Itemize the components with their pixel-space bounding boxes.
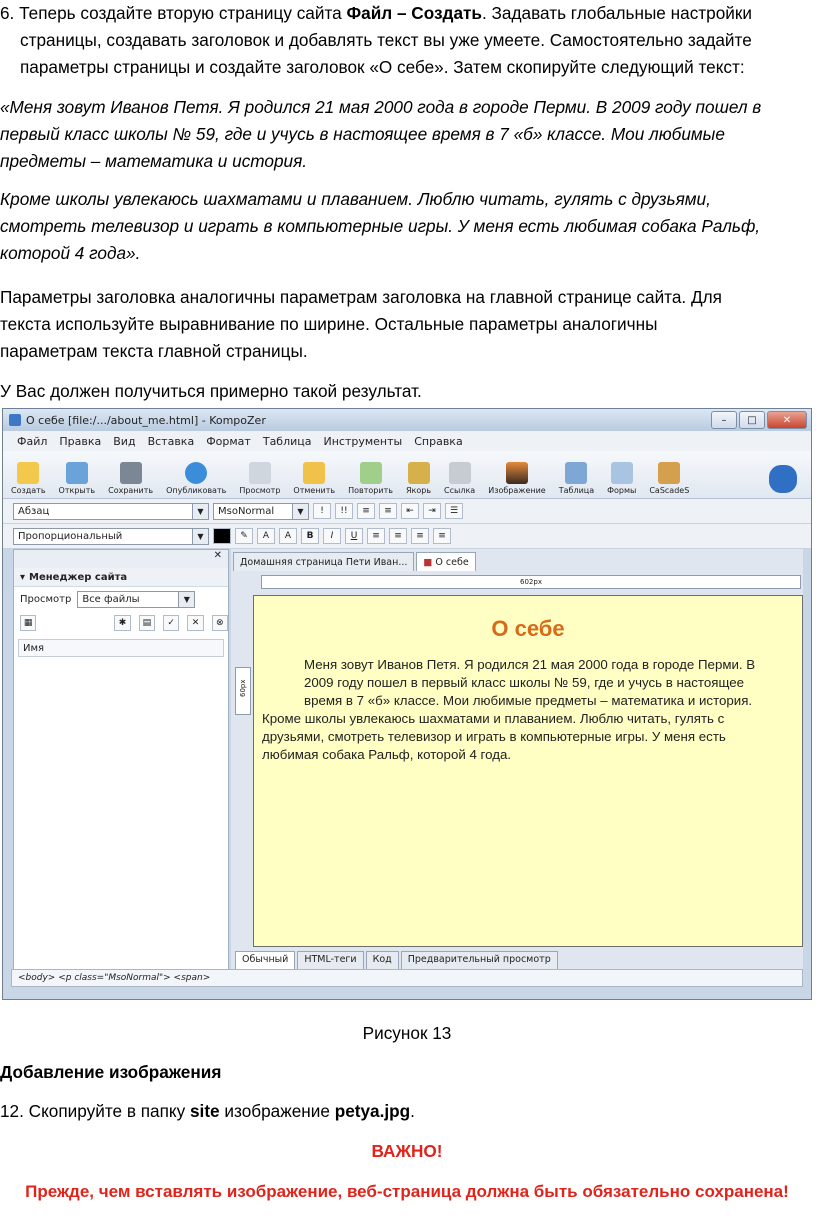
link-button[interactable]: Ссылка — [444, 462, 475, 495]
horizontal-ruler: 602px — [261, 575, 801, 589]
step-6-line-2: страницы, создавать заголовок и добавлять текст вы уже умеете. Самостоятельно задайте — [20, 30, 752, 50]
chevron-down-icon: ▼ — [178, 592, 194, 607]
site-manager-actions — [14, 611, 228, 635]
paragraph-step-12: 12. Скопируйте в папку site изображение petya.jpg. — [0, 1101, 415, 1121]
kompozer-screenshot — [2, 408, 812, 1000]
new-button[interactable]: Создать — [11, 462, 46, 495]
quote-line: Кроме школы увлекаюсь шахматами и плаванием. Люблю читать, гулять с друзьями, — [0, 189, 711, 209]
view-label: Просмотр — [20, 593, 72, 605]
site-manager-panel: ✕ ▾ Менеджер сайта Просмотр Все файлы ▼ ▦ ✱ ▤ ✓ ✕ ⊗ Имя — [13, 549, 229, 983]
main-toolbar — [3, 451, 811, 499]
step-6-text-cont: . Задавать глобальные настройки — [482, 3, 752, 23]
quote-line: «Меня зовут Иванов Петя. Я родился 21 мая 2000 года в городе Перми. В 2009 году пошел в — [0, 97, 762, 117]
save-button[interactable]: Сохранить — [108, 462, 153, 495]
parameters-paragraph — [0, 284, 814, 365]
important-label: ВАЖНО! — [371, 1141, 443, 1161]
redo-icon — [360, 462, 382, 484]
form-icon — [611, 462, 633, 484]
step-6-line-3: параметры страницы и создайте заголовок «О себе». Затем скопируйте следующий текст: — [20, 57, 745, 77]
figure-caption: Рисунок 13 — [362, 1023, 452, 1043]
chevron-down-icon: ▼ — [292, 504, 308, 519]
stop-icon[interactable]: ⊗ — [212, 615, 228, 631]
paragraph-format-select[interactable]: Абзац ▼ — [13, 503, 209, 520]
page-paragraph-1: Меня зовут Иванов Петя. Я родился 21 мая 2000 года в городе Перми. В 2009 году пошел в первый класс школы № 59, где и учусь в настоящее время в 7 «б» классе. Мои любимые предметы – математика и история. — [304, 657, 756, 708]
result-line: У Вас должен получиться примерно такой результат. — [0, 381, 422, 401]
menu-table[interactable]: Таблица — [262, 434, 312, 448]
edit-icon[interactable]: ✓ — [163, 615, 179, 631]
window-title: О себе [file:/.../about_me.html] - KompoZer — [26, 413, 266, 427]
open-button[interactable]: Открыть — [59, 462, 96, 495]
maximize-button[interactable]: □ — [739, 411, 765, 429]
preview-button[interactable]: Просмотр — [239, 462, 280, 495]
chevron-down-icon: ▼ — [192, 504, 208, 519]
class-select[interactable]: MsoNormal ▼ — [213, 503, 309, 520]
magnifier-icon — [249, 462, 271, 484]
params-line: параметрам текста главной страницы. — [0, 341, 308, 361]
image-button[interactable]: Изображение — [488, 462, 546, 495]
params-line: текста используйте выравнивание по ширине. Остальные параметры аналогичны — [0, 314, 658, 334]
numbered-list-button[interactable]: ≡ — [379, 503, 397, 519]
page-icon: ■ — [423, 556, 433, 568]
vertical-ruler: 60px — [235, 667, 251, 715]
css-icon — [658, 462, 680, 484]
folder-icon[interactable]: ✱ — [114, 615, 130, 631]
tab-home-page[interactable]: Домашняя страница Пети Иван... — [233, 552, 414, 571]
table-button[interactable]: Таблица — [559, 462, 594, 495]
indent-button[interactable]: ⇥ — [423, 503, 441, 519]
params-line: Параметры заголовка аналогичны параметрам заголовка на главной странице сайта. Для — [0, 287, 722, 307]
tab-html-tags[interactable]: HTML-теги — [297, 951, 363, 971]
step-6-text: 6. Теперь создайте вторую страницу сайта — [0, 3, 347, 23]
window-titlebar — [3, 409, 811, 431]
close-button[interactable]: ✕ — [767, 411, 807, 429]
link-icon — [449, 462, 471, 484]
format-toolbar-1 — [3, 499, 811, 524]
menu-tools[interactable]: Инструменты — [323, 434, 403, 448]
globe-icon — [185, 462, 207, 484]
tab-source[interactable]: Код — [366, 951, 399, 971]
emphasis-button[interactable]: ! — [313, 503, 331, 519]
app-icon — [9, 414, 21, 426]
site-icon[interactable]: ▦ — [20, 615, 36, 631]
file-name: petya.jpg — [334, 1101, 411, 1121]
redo-button[interactable]: Повторить — [348, 462, 393, 495]
anchor-icon — [408, 462, 430, 484]
cascades-button[interactable]: CaScadeS — [649, 462, 689, 495]
menu-path-bold: Файл – Создать — [346, 3, 482, 23]
floppy-icon — [120, 462, 142, 484]
edit-mode-tabs — [235, 951, 558, 971]
bullet-list-button[interactable]: ≡ — [357, 503, 375, 519]
quoted-text — [0, 94, 814, 267]
image-icon — [506, 462, 528, 484]
tab-normal[interactable]: Обычный — [235, 951, 295, 971]
site-manager-title: ▾ Менеджер сайта — [14, 568, 228, 587]
justify-button[interactable]: ≡ — [433, 528, 451, 544]
align-right-button[interactable]: ≡ — [411, 528, 429, 544]
highlight-icon[interactable]: ✎ — [235, 528, 253, 544]
outdent-button[interactable]: ⇤ — [401, 503, 419, 519]
text-color-button[interactable] — [213, 528, 231, 544]
kompozer-logo — [769, 465, 797, 495]
section-title: Добавление изображения — [0, 1062, 222, 1082]
edited-page[interactable] — [253, 595, 803, 947]
publish-button[interactable]: Опубликовать — [166, 462, 226, 495]
minimize-button[interactable]: – — [711, 411, 737, 429]
font-size-up-button[interactable]: A — [257, 528, 275, 544]
undo-icon — [303, 462, 325, 484]
menu-help[interactable]: Справка — [414, 434, 463, 448]
bold-button[interactable]: B — [301, 528, 319, 544]
font-select[interactable]: Пропорциональный ▼ — [13, 528, 209, 545]
align-left-button[interactable]: ≡ — [367, 528, 385, 544]
forms-button[interactable]: Формы — [607, 462, 636, 495]
align-menu-button[interactable]: ☰ — [445, 503, 463, 519]
menu-insert[interactable]: Вставка — [147, 434, 195, 448]
strong-button[interactable]: !! — [335, 503, 353, 519]
view-filter-select[interactable]: Все файлы ▼ — [77, 591, 195, 608]
menu-bar — [3, 431, 811, 451]
page-paragraph-2: Кроме школы увлекаюсь шахматами и плаванием. Люблю читать, гулять с друзьями, смотреть телевизор и играть в компьютерные игры. У меня есть любимая собака Ральф, которой 4 года. — [262, 711, 726, 762]
undo-button[interactable]: Отменить — [293, 462, 335, 495]
menu-file[interactable]: Файл — [17, 434, 48, 448]
tab-preview[interactable]: Предварительный просмотр — [401, 951, 558, 971]
save-warning: Прежде, чем вставлять изображение, веб-страница должна быть обязательно сохранена! — [25, 1182, 789, 1201]
status-bar: <body> <p class="MsoNormal"> <span> — [11, 969, 803, 987]
menu-view[interactable]: Вид — [113, 434, 136, 448]
open-icon — [66, 462, 88, 484]
quote-line: предметы – математика и история. — [0, 151, 308, 171]
logo-icon — [769, 465, 797, 493]
paragraph-step-6 — [0, 0, 812, 81]
anchor-button[interactable]: Якорь — [406, 462, 431, 495]
page-heading: О себе — [491, 616, 565, 641]
quote-line: которой 4 года». — [0, 243, 141, 263]
underline-button[interactable]: U — [345, 528, 363, 544]
name-column-header[interactable]: Имя — [18, 639, 224, 657]
quote-line: смотреть телевизор и играть в компьютерные игры. У меня есть любимая собака Ральф, — [0, 216, 761, 236]
new-folder-icon[interactable]: ▤ — [139, 615, 155, 631]
document-tabs — [231, 549, 803, 571]
quote-line: первый класс школы № 59, где и учусь в настоящее время в 7 «б» классе. Мои любимые — [0, 124, 725, 144]
table-icon — [565, 462, 587, 484]
editor-area — [231, 549, 803, 981]
format-toolbar-2 — [3, 524, 811, 549]
chevron-down-icon: ▼ — [192, 529, 208, 544]
menu-edit[interactable]: Правка — [59, 434, 102, 448]
menu-format[interactable]: Формат — [206, 434, 251, 448]
folder-name: site — [190, 1101, 220, 1121]
italic-button[interactable]: I — [323, 528, 341, 544]
tab-about-me[interactable]: ■ О себе — [416, 552, 475, 571]
pencil-icon — [17, 462, 39, 484]
delete-icon[interactable]: ✕ — [187, 615, 203, 631]
font-size-down-button[interactable]: A — [279, 528, 297, 544]
align-center-button[interactable]: ≡ — [389, 528, 407, 544]
